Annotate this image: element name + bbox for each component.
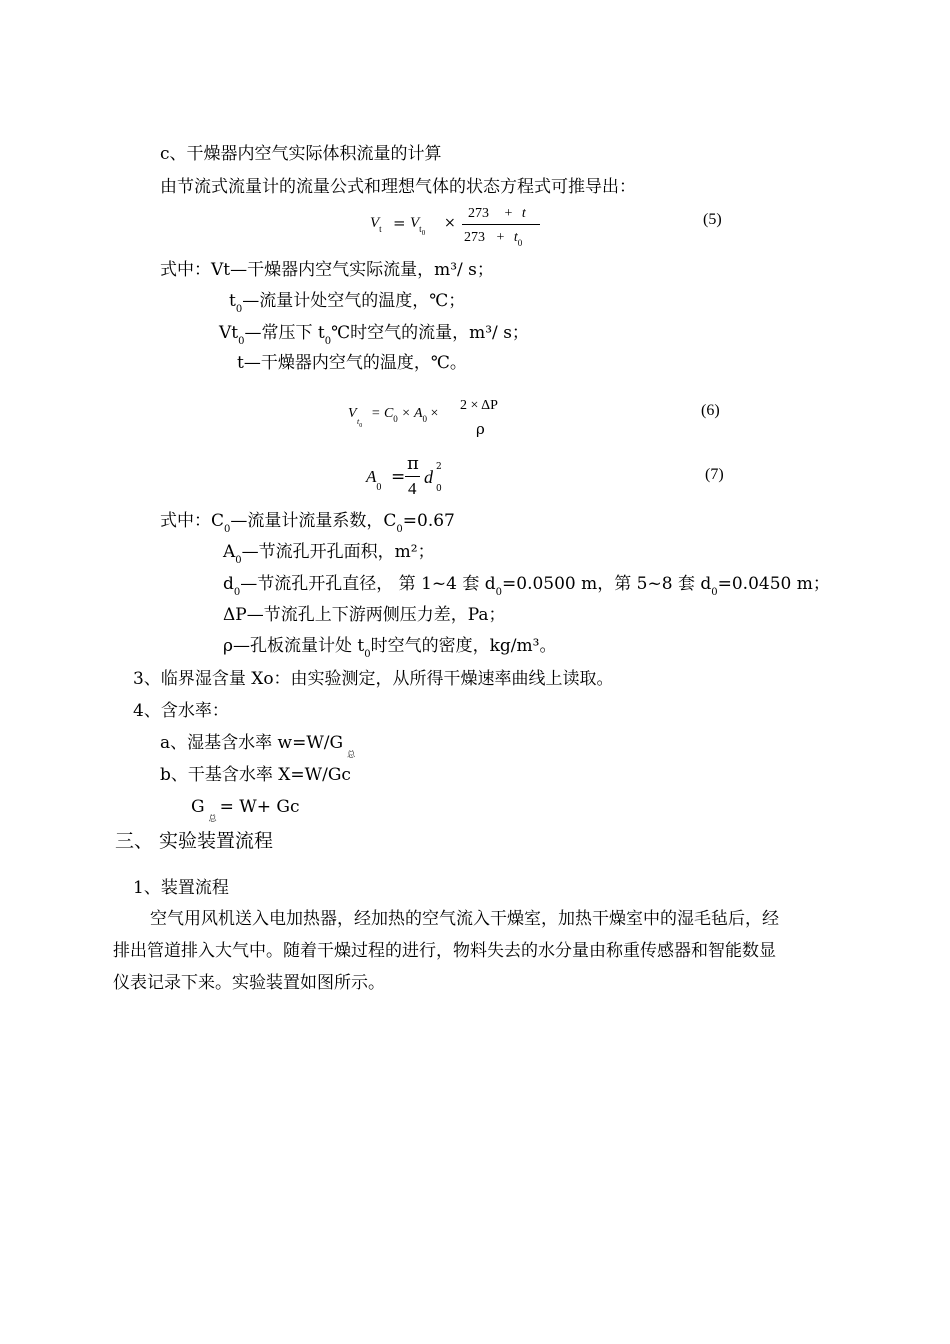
eq6-num: 2 × ΔP — [460, 398, 498, 413]
eq5-num-plus: + — [504, 206, 513, 221]
section-c-intro: 由节流式流量计的流量公式和理想气体的状态方程式可推导出： — [160, 177, 636, 197]
legend1-t0: $t_0—$流量计处空气的温度，℃； — [229, 291, 466, 315]
legend2-d0: $d_0—$节流孔开孔直径， 第 1~4 套 $d_0=0.0500$ m，第 5~8 套 $d_0=0.0450$ m； — [223, 574, 830, 598]
eq5-number: (5) — [703, 211, 722, 228]
eq5-v2: V — [410, 215, 420, 231]
eq5-v: V — [370, 215, 380, 231]
item-3: 3、临界湿含量 Xo：由实验测定，从所得干燥速率曲线上读取。 — [133, 669, 614, 689]
eq5-num-273: 273 — [468, 206, 489, 221]
eq5-den-plus: + — [496, 230, 505, 245]
eq7-a-sub: 0 — [376, 482, 382, 493]
eq6-times1: × A — [397, 406, 423, 421]
eq6-v: V — [348, 406, 357, 421]
eq6-rhs: = C — [371, 406, 394, 421]
legend2-c0: 式中：$C_0—$流量计流量系数，$C_0=0.67$ — [160, 511, 455, 535]
paragraph-line-1: 空气用风机送入电加热器，经加热的空气流入干燥室，加热干燥室中的湿毛毡后，经 — [150, 909, 779, 929]
item-4-g: $G_总= W+ Gc$ — [191, 797, 300, 823]
section-3-sub1: 1、装置流程 — [133, 878, 229, 898]
eq5-v-sub: t — [379, 224, 382, 234]
eq5-v2-sub: t — [419, 224, 422, 234]
legend2-dp: ΔP—节流孔上下游两侧压力差，Pa； — [223, 605, 506, 625]
eq7-d: d — [424, 467, 433, 487]
eq7-eq: = — [391, 467, 406, 487]
eq5-times: × — [444, 215, 456, 231]
item-4b: b、干基含水率 X=W/Gc — [160, 765, 351, 785]
eq5-eq: = — [393, 214, 406, 232]
eq5-den-t: t — [513, 230, 518, 245]
section-c-title: c、干燥器内空气实际体积流量的计算 — [160, 144, 442, 164]
paragraph-line-2: 排出管道排入大气中。随着干燥过程的进行，物料失去的水分量由称重传感器和智能数显 — [113, 941, 776, 961]
legend2-rho: ρ—孔板流量计处 $t_0$时空气的密度，kg/m³。 — [223, 636, 557, 660]
eq5-num-t: t — [521, 206, 526, 221]
eq5-den-sub: 0 — [517, 238, 523, 248]
legend2-a0: $A_0—$节流孔开孔面积，m²； — [223, 542, 435, 566]
eq5-fraction-bar — [462, 224, 540, 225]
eq7-d-sub: 0 — [436, 484, 442, 494]
eq7-a: A — [366, 467, 377, 486]
legend1-t: t—干燥器内空气的温度，℃。 — [237, 353, 467, 373]
eq7-fraction-bar — [405, 476, 420, 477]
section-3-heading: 三、 实验装置流程 — [115, 830, 274, 852]
eq6-v-sub: t — [357, 417, 360, 426]
eq6-times2: × — [427, 406, 439, 421]
legend1-vt0: $Vt_0—$常压下 $t_0℃$时空气的流量，m³/ s； — [219, 323, 529, 347]
paragraph-line-3: 仪表记录下来。实验装置如图所示。 — [113, 973, 385, 993]
item-4a: a、湿基含水率 $w=W/G_总$ — [160, 733, 356, 759]
eq7-num: π — [407, 453, 419, 474]
eq6-c-sub: 0 — [393, 414, 398, 424]
eq7-d-sup: 2 — [436, 462, 442, 472]
eq6-number: (6) — [701, 402, 720, 419]
eq6-v-subsub: 0 — [359, 423, 363, 429]
eq5-den-273: 273 — [464, 230, 485, 245]
eq6-den: ρ — [476, 420, 485, 438]
legend1-vt: 式中：Vt—干燥器内空气实际流量，m³/ s； — [160, 260, 494, 280]
eq7-number: (7) — [705, 466, 724, 483]
eq7-den: 4 — [408, 479, 417, 498]
eq6-a-sub: 0 — [422, 414, 428, 424]
eq5-v2-subsub: 0 — [421, 229, 426, 237]
item-4-title: 4、含水率： — [133, 701, 229, 721]
